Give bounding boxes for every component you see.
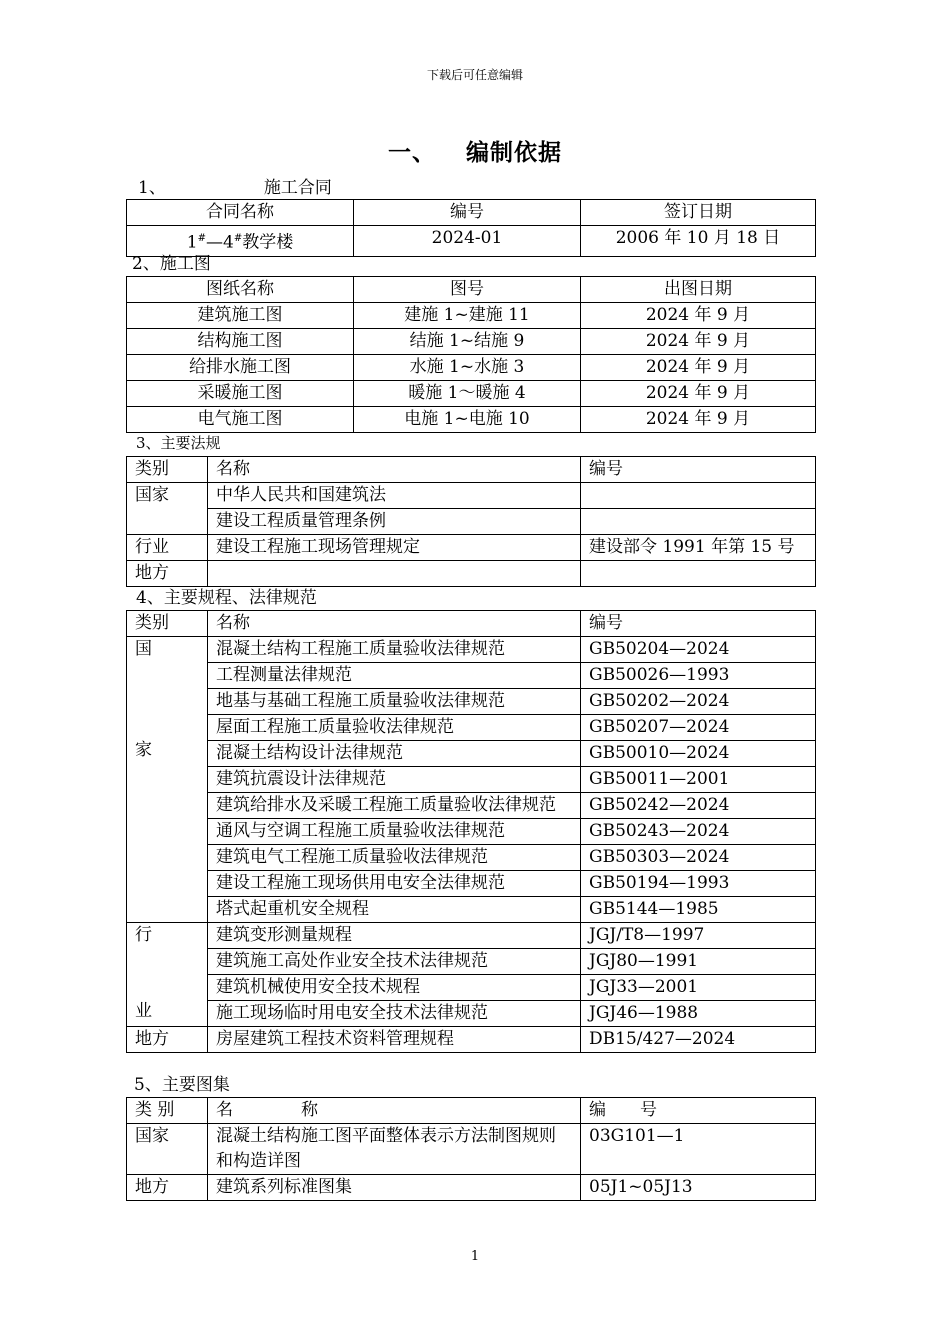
header-cell: 图纸名称 bbox=[127, 277, 354, 303]
table-cell: 屋面工程施工质量验收法律规范 bbox=[208, 715, 581, 741]
table-cell: 通风与空调工程施工质量验收法律规范 bbox=[208, 819, 581, 845]
table-row bbox=[127, 741, 816, 767]
table-cell: 中华人民共和国建筑法 bbox=[208, 483, 581, 509]
table-row bbox=[127, 355, 816, 381]
table-cell: 03G101—1 bbox=[581, 1124, 816, 1175]
contract-name-cell: 1#—4#教学楼 bbox=[127, 226, 354, 257]
table-cell: 混凝土结构工程施工质量验收法律规范 bbox=[208, 637, 581, 663]
table-cell: 混凝土结构施工图平面整体表示方法制图规则和构造详图 bbox=[208, 1124, 581, 1175]
table-row bbox=[127, 819, 816, 845]
header-cell: 编号 bbox=[581, 611, 816, 637]
section5-heading: 5、主要图集 bbox=[134, 1075, 230, 1095]
header-cell: 类别 bbox=[127, 457, 208, 483]
table-cell: 建施 1~建施 11 bbox=[354, 303, 581, 329]
contract-table bbox=[126, 199, 816, 257]
document-title bbox=[0, 134, 950, 167]
table-cell: GB50010—2024 bbox=[581, 741, 816, 767]
header-cell: 编 号 bbox=[581, 1098, 816, 1124]
table-header-row bbox=[127, 200, 816, 226]
table-cell: GB50202—2024 bbox=[581, 689, 816, 715]
category-cell: 地方 bbox=[127, 561, 208, 587]
table-cell: GB50243—2024 bbox=[581, 819, 816, 845]
table-row bbox=[127, 871, 816, 897]
table-cell: 2024 年 9 月 bbox=[581, 407, 816, 433]
table-cell: GB50194—1993 bbox=[581, 871, 816, 897]
table-cell: 地基与基础工程施工质量验收法律规范 bbox=[208, 689, 581, 715]
table-row bbox=[127, 561, 816, 587]
table-cell: 暖施 1～暖施 4 bbox=[354, 381, 581, 407]
table-cell: 建筑变形测量规程 bbox=[208, 923, 581, 949]
table-cell: GB50242—2024 bbox=[581, 793, 816, 819]
table-cell: 建设工程质量管理条例 bbox=[208, 509, 581, 535]
table-row bbox=[127, 381, 816, 407]
header-cell: 编号 bbox=[581, 457, 816, 483]
table-cell: 建筑施工高处作业安全技术法律规范 bbox=[208, 949, 581, 975]
header-cell: 类 别 bbox=[127, 1098, 208, 1124]
table-row bbox=[127, 663, 816, 689]
section2-heading: 2、施工图 bbox=[132, 254, 211, 274]
header-cell: 出图日期 bbox=[581, 277, 816, 303]
table-header-row bbox=[127, 277, 816, 303]
table-row bbox=[127, 1001, 816, 1027]
table-cell: 电气施工图 bbox=[127, 407, 354, 433]
header-cell: 图号 bbox=[354, 277, 581, 303]
title-text: 编制依据 bbox=[466, 139, 562, 166]
table-header-row bbox=[127, 1098, 816, 1124]
table-cell: 05J1~05J13 bbox=[581, 1175, 816, 1201]
table-cell: 2024 年 9 月 bbox=[581, 381, 816, 407]
table-row bbox=[127, 689, 816, 715]
table-cell: 建筑抗震设计法律规范 bbox=[208, 767, 581, 793]
header-cell: 类别 bbox=[127, 611, 208, 637]
table-cell: 塔式起重机安全规程 bbox=[208, 897, 581, 923]
table-cell bbox=[581, 561, 816, 587]
table-cell: 工程测量法律规范 bbox=[208, 663, 581, 689]
table-row bbox=[127, 975, 816, 1001]
table-row bbox=[127, 1027, 816, 1053]
header-cell: 名称 bbox=[208, 611, 581, 637]
table-cell bbox=[581, 509, 816, 535]
table-row bbox=[127, 329, 816, 355]
table-header-row bbox=[127, 457, 816, 483]
table-cell: 水施 1~水施 3 bbox=[354, 355, 581, 381]
table-row bbox=[127, 845, 816, 871]
table-row bbox=[127, 897, 816, 923]
header-cell: 名 称 bbox=[208, 1098, 581, 1124]
contract-date-cell: 2006 年 10 月 18 日 bbox=[581, 226, 816, 257]
table-cell: 建筑施工图 bbox=[127, 303, 354, 329]
section1-heading bbox=[138, 176, 332, 200]
table-cell: 施工现场临时用电安全技术法律规范 bbox=[208, 1001, 581, 1027]
table-cell: 给排水施工图 bbox=[127, 355, 354, 381]
table-cell: 采暖施工图 bbox=[127, 381, 354, 407]
table-row bbox=[127, 483, 816, 509]
atlas-table bbox=[126, 1097, 816, 1201]
table-row bbox=[127, 767, 816, 793]
table-cell bbox=[581, 483, 816, 509]
table-row bbox=[127, 715, 816, 741]
category-char: 业 bbox=[135, 1001, 152, 1021]
section4-heading: 4、主要规程、法律规范 bbox=[136, 588, 317, 608]
table-cell: 结施 1~结施 9 bbox=[354, 329, 581, 355]
section1-number: 1、 bbox=[138, 178, 166, 198]
table-row bbox=[127, 535, 816, 561]
category-cell-national bbox=[127, 637, 208, 923]
table-cell: 房屋建筑工程技术资料管理规程 bbox=[208, 1027, 581, 1053]
table-cell: 建筑电气工程施工质量验收法律规范 bbox=[208, 845, 581, 871]
table-cell: 建筑机械使用安全技术规程 bbox=[208, 975, 581, 1001]
table-row bbox=[127, 637, 816, 663]
table-row bbox=[127, 407, 816, 433]
table-row bbox=[127, 226, 816, 257]
category-char: 家 bbox=[135, 740, 152, 760]
table-cell: 混凝土结构设计法律规范 bbox=[208, 741, 581, 767]
category-char: 行 bbox=[135, 925, 152, 945]
table-cell: JGJ/T8—1997 bbox=[581, 923, 816, 949]
table-cell: 建筑系列标准图集 bbox=[208, 1175, 581, 1201]
header-cell: 合同名称 bbox=[127, 200, 354, 226]
table-cell: 2024 年 9 月 bbox=[581, 355, 816, 381]
table-row bbox=[127, 923, 816, 949]
standards-table bbox=[126, 610, 816, 1053]
table-cell: 建设工程施工现场管理规定 bbox=[208, 535, 581, 561]
drawings-table bbox=[126, 276, 816, 433]
table-row bbox=[127, 509, 816, 535]
table-cell: 电施 1~电施 10 bbox=[354, 407, 581, 433]
table-cell: 2024 年 9 月 bbox=[581, 303, 816, 329]
header-note: 下载后可任意编辑 bbox=[426, 68, 523, 82]
header-cell: 签订日期 bbox=[581, 200, 816, 226]
table-cell: 结构施工图 bbox=[127, 329, 354, 355]
section1-title: 施工合同 bbox=[263, 178, 332, 198]
title-number: 一、 bbox=[388, 139, 436, 166]
table-cell: JGJ80—1991 bbox=[581, 949, 816, 975]
table-row bbox=[127, 949, 816, 975]
table-cell: 建设工程施工现场供用电安全法律规范 bbox=[208, 871, 581, 897]
table-cell: GB50303—2024 bbox=[581, 845, 816, 871]
section3-heading: 3、主要法规 bbox=[136, 434, 221, 452]
regulations-table bbox=[126, 456, 816, 587]
table-row bbox=[127, 1124, 816, 1175]
table-cell: DB15/427—2024 bbox=[581, 1027, 816, 1053]
category-cell: 国家 bbox=[127, 483, 208, 535]
table-cell: JGJ33—2001 bbox=[581, 975, 816, 1001]
table-cell: GB50207—2024 bbox=[581, 715, 816, 741]
table-cell: 建设部令 1991 年第 15 号 bbox=[581, 535, 816, 561]
header-cell: 名称 bbox=[208, 457, 581, 483]
category-cell-industry bbox=[127, 923, 208, 1027]
page-number: 1 bbox=[470, 1249, 480, 1264]
header-cell: 编号 bbox=[354, 200, 581, 226]
category-cell: 国家 bbox=[127, 1124, 208, 1175]
category-char: 国 bbox=[135, 639, 152, 659]
table-cell: JGJ46—1988 bbox=[581, 1001, 816, 1027]
table-row bbox=[127, 1175, 816, 1201]
table-row bbox=[127, 793, 816, 819]
table-cell: GB5144—1985 bbox=[581, 897, 816, 923]
table-row bbox=[127, 303, 816, 329]
table-header-row bbox=[127, 611, 816, 637]
contract-code-cell: 2024-01 bbox=[354, 226, 581, 257]
table-cell: 2024 年 9 月 bbox=[581, 329, 816, 355]
category-cell: 行业 bbox=[127, 535, 208, 561]
category-cell: 地方 bbox=[127, 1175, 208, 1201]
table-cell: GB50011—2001 bbox=[581, 767, 816, 793]
table-cell bbox=[208, 561, 581, 587]
category-cell: 地方 bbox=[127, 1027, 208, 1053]
table-cell: 建筑给排水及采暖工程施工质量验收法律规范 bbox=[208, 793, 581, 819]
table-cell: GB50026—1993 bbox=[581, 663, 816, 689]
table-cell: GB50204—2024 bbox=[581, 637, 816, 663]
